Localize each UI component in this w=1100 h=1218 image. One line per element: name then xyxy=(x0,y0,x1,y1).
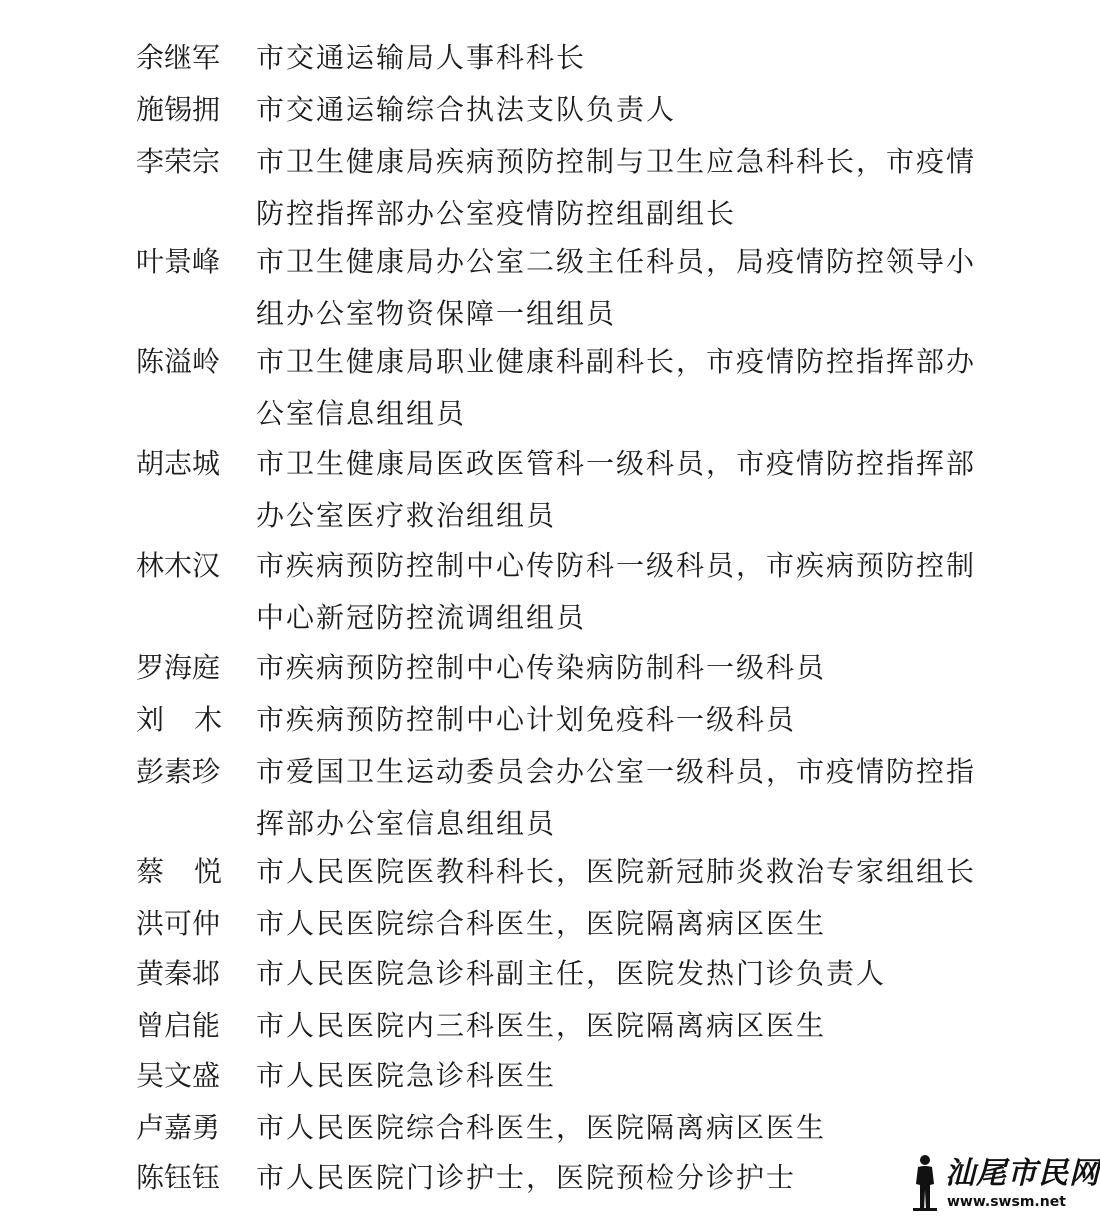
person-name: 彭素珍 xyxy=(136,755,221,788)
person-silhouette-icon xyxy=(909,1154,941,1212)
position-description xyxy=(256,1152,946,1204)
description-line: 市人民医院门诊护士，医院预检分诊护士 xyxy=(256,1161,797,1194)
description-line: 市人民医院综合科医生，医院隔离病区医生 xyxy=(256,907,827,940)
position-description xyxy=(256,846,977,898)
position-description xyxy=(256,1102,946,1154)
position-description xyxy=(256,84,946,136)
position-description xyxy=(256,746,977,850)
person-name: 蔡悦 xyxy=(136,855,253,888)
description-line: 防控指挥部办公室疫情防控组副组长 xyxy=(256,197,737,230)
description-line: 市交通运输局人事科科长 xyxy=(256,41,587,74)
description-line: 市人民医院内三科医生，医院隔离病区医生 xyxy=(256,1009,827,1042)
position-description xyxy=(256,336,977,440)
description-line: 市疾病预防控制中心传防科一级科员，市疾病预防控制 xyxy=(256,549,977,582)
description-line: 市卫生健康局办公室二级主任科员，局疫情防控领导小 xyxy=(256,245,977,278)
person-name: 吴文盛 xyxy=(136,1059,221,1092)
description-line: 中心新冠防控流调组组员 xyxy=(256,601,587,634)
position-description xyxy=(256,898,946,950)
position-description xyxy=(256,1050,946,1102)
person-name: 施锡拥 xyxy=(136,93,221,126)
position-description xyxy=(256,136,977,240)
description-line: 挥部办公室信息组组员 xyxy=(256,807,557,840)
person-name: 李荣宗 xyxy=(136,145,221,178)
description-line: 市人民医院急诊科副主任，医院发热门诊负责人 xyxy=(256,957,887,990)
position-description xyxy=(256,32,946,84)
position-description xyxy=(256,642,946,694)
person-name: 洪可仲 xyxy=(136,907,221,940)
person-name: 胡志城 xyxy=(136,447,221,480)
person-name: 叶景峰 xyxy=(136,245,221,278)
person-name: 陈钰钰 xyxy=(136,1161,221,1194)
description-line: 市人民医院综合科医生，医院隔离病区医生 xyxy=(256,1111,827,1144)
person-name: 罗海庭 xyxy=(136,651,221,684)
description-line: 办公室医疗救治组组员 xyxy=(256,499,557,532)
person-name: 黄秦邶 xyxy=(136,957,221,990)
site-watermark xyxy=(909,1154,1100,1214)
description-line: 市交通运输综合执法支队负责人 xyxy=(256,93,677,126)
description-line: 市疾病预防控制中心传染病防制科一级科员 xyxy=(256,651,827,684)
watermark-site-name: 汕尾市民网 xyxy=(945,1156,1100,1191)
position-description xyxy=(256,438,977,542)
description-line: 市人民医院急诊科医生 xyxy=(256,1059,557,1092)
person-name: 曾启能 xyxy=(136,1009,221,1042)
description-line: 市卫生健康局职业健康科副科长，市疫情防控指挥部办 xyxy=(256,345,977,378)
person-name: 陈溢岭 xyxy=(136,345,221,378)
description-line: 市疾病预防控制中心计划免疫科一级科员 xyxy=(256,703,797,736)
description-line: 公室信息组组员 xyxy=(256,397,467,430)
description-line: 市人民医院医教科科长，医院新冠肺炎救治专家组组长 xyxy=(256,855,977,888)
position-description xyxy=(256,694,946,746)
position-description xyxy=(256,540,977,644)
description-line: 组办公室物资保障一组组员 xyxy=(256,297,617,330)
person-name: 林木汉 xyxy=(136,549,221,582)
watermark-url: www.swsm.net xyxy=(947,1194,1066,1210)
description-line: 市卫生健康局医政医管科一级科员，市疫情防控指挥部 xyxy=(256,447,977,480)
person-name: 余继军 xyxy=(136,41,221,74)
person-name: 刘木 xyxy=(136,703,253,736)
description-line: 市卫生健康局疾病预防控制与卫生应急科科长，市疫情 xyxy=(256,145,977,178)
position-description xyxy=(256,948,946,1000)
position-description xyxy=(256,1000,946,1052)
description-line: 市爱国卫生运动委员会办公室一级科员，市疫情防控指 xyxy=(256,755,977,788)
person-name: 卢嘉勇 xyxy=(136,1111,221,1144)
position-description xyxy=(256,236,977,340)
